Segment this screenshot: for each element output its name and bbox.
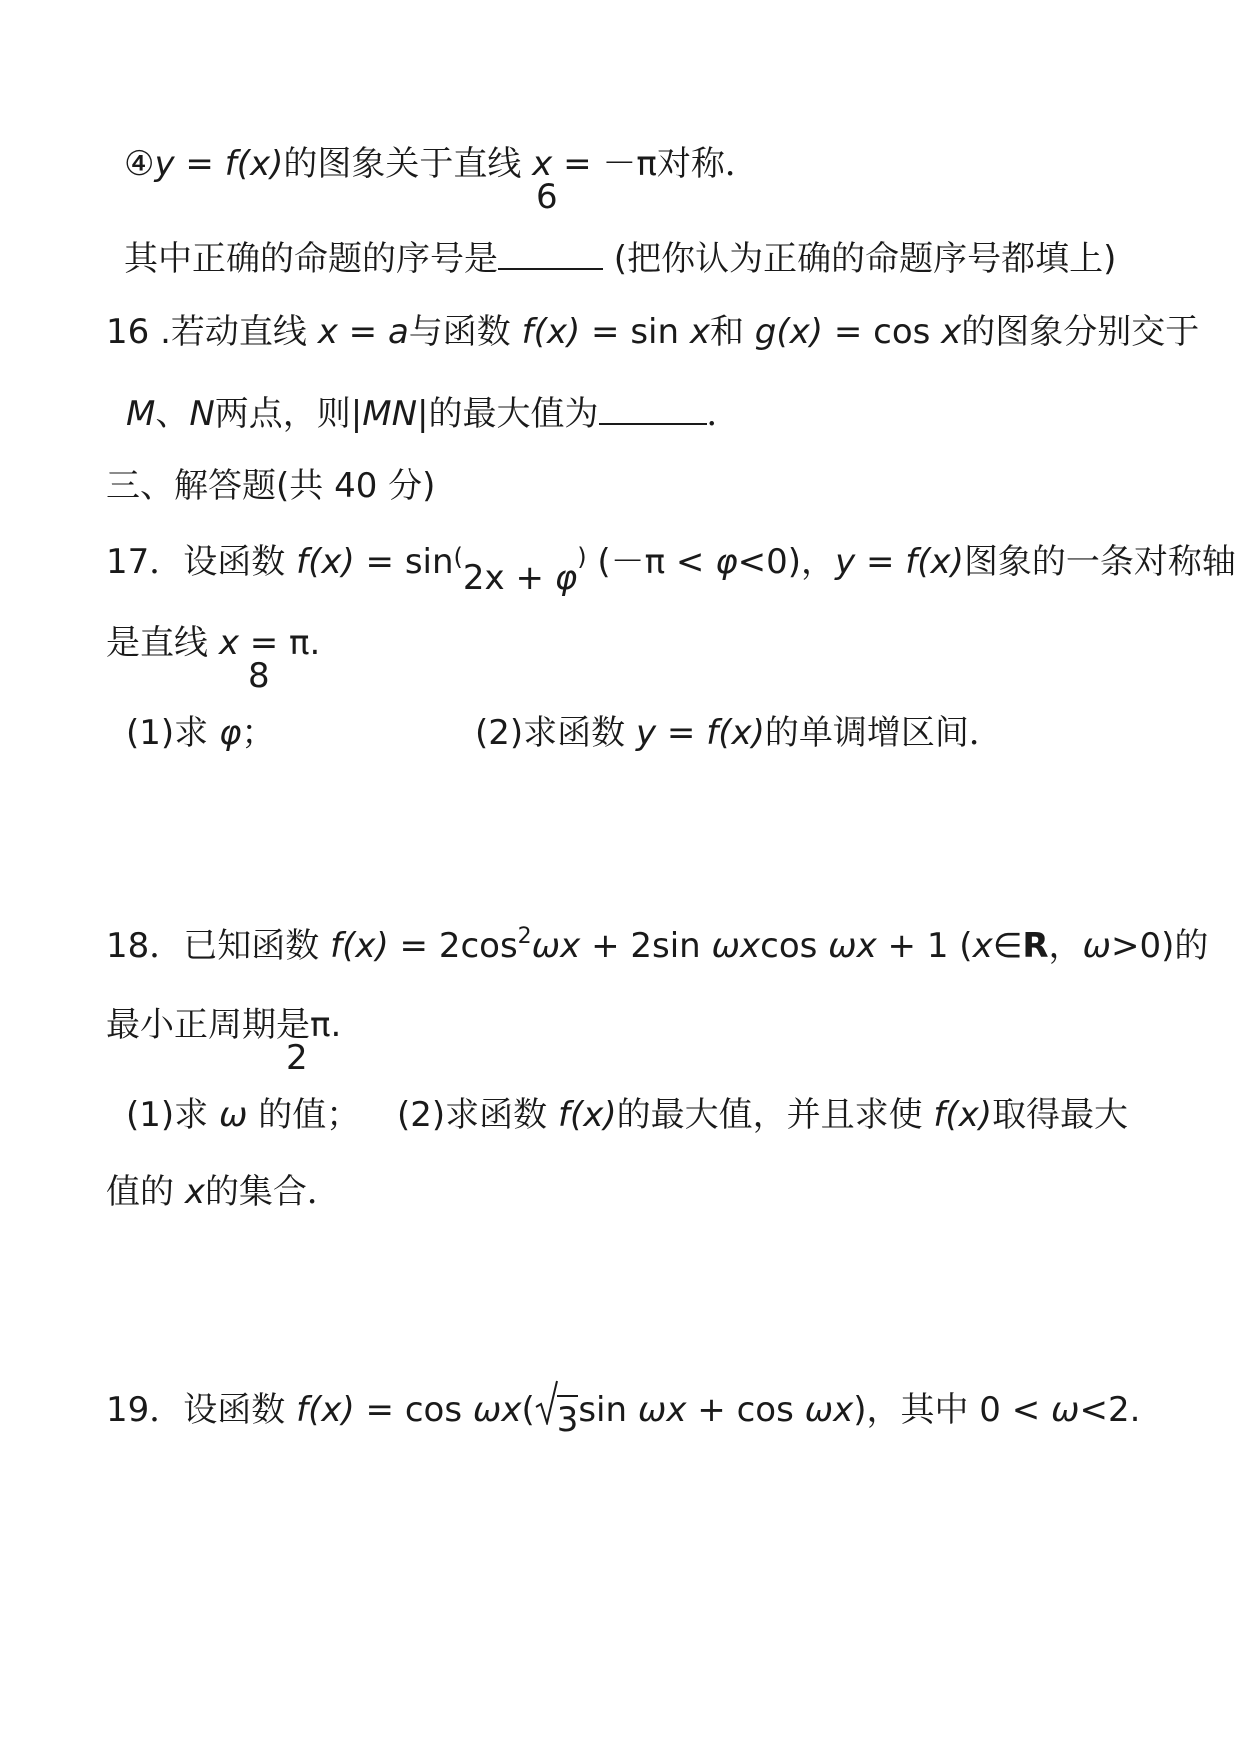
q18-sub2 bbox=[397, 1095, 1129, 1135]
q17-line-1 bbox=[106, 542, 1236, 598]
answer-blank bbox=[498, 238, 603, 270]
var-M: M bbox=[126, 394, 156, 434]
cos-expr: cos bbox=[760, 926, 829, 966]
radicand: 3 bbox=[557, 1395, 579, 1437]
var-x: x bbox=[972, 926, 993, 966]
pi-numerator: π bbox=[310, 1005, 331, 1045]
var-omega-x: ωx bbox=[637, 1390, 687, 1430]
condition: (－π < bbox=[586, 542, 716, 582]
q17-line-2 bbox=[106, 623, 321, 663]
var-omega-x: ωx bbox=[472, 1390, 522, 1430]
section-title: 三、解答题(共 40 分) bbox=[106, 466, 436, 506]
q18-line-3 bbox=[106, 1172, 341, 1212]
var-f: f bbox=[296, 542, 309, 582]
comma: ， bbox=[1048, 926, 1083, 966]
sin-expr: = sin bbox=[580, 312, 690, 352]
condition: >0)的 bbox=[1110, 926, 1209, 966]
var-f: f bbox=[706, 713, 719, 753]
pi-numerator: π bbox=[636, 144, 657, 184]
var-phi: φ bbox=[218, 713, 242, 753]
var-omega-x: ωx bbox=[711, 926, 761, 966]
minus-sign: － bbox=[602, 144, 637, 184]
q17-sub1 bbox=[126, 713, 276, 753]
var-x: x bbox=[532, 144, 553, 184]
fraction-denominator: 2 bbox=[286, 1038, 308, 1078]
var-phi: φ bbox=[554, 558, 578, 598]
sub-question: 的单调增区间． bbox=[764, 713, 1003, 753]
q19-text: ．设函数 bbox=[149, 1390, 297, 1430]
sub-question: (1)求 bbox=[126, 1095, 219, 1135]
sub-question: ； bbox=[241, 713, 276, 753]
var-g: g bbox=[754, 312, 777, 352]
var-x-paren: (x) bbox=[718, 713, 765, 753]
q17-text: 图象的一条对称轴 bbox=[963, 542, 1236, 582]
q16-text: 与函数 bbox=[408, 312, 522, 352]
sub-question: (2)求函数 bbox=[397, 1095, 558, 1135]
condition: <2. bbox=[1079, 1390, 1141, 1430]
var-f: f bbox=[933, 1095, 946, 1135]
question-number: 19 bbox=[106, 1390, 150, 1430]
answer-blank bbox=[599, 393, 707, 425]
q17-text: 是直线 bbox=[106, 623, 219, 663]
q18-line-1 bbox=[106, 924, 1209, 966]
element-of: ∈ bbox=[992, 926, 1023, 966]
var-x-paren: (x) bbox=[308, 1390, 355, 1430]
sub-question: (1)求 bbox=[126, 713, 219, 753]
var-x-paren: (x) bbox=[308, 542, 355, 582]
condition: )，其中 0 < bbox=[853, 1390, 1051, 1430]
equals: = bbox=[174, 144, 225, 184]
equals: = bbox=[656, 713, 707, 753]
q18-line-2 bbox=[106, 1005, 342, 1045]
question-number: 18 bbox=[106, 926, 150, 966]
period: ． bbox=[706, 394, 741, 434]
var-x-paren: (x) bbox=[569, 1095, 617, 1135]
cos-expr: = cos bbox=[823, 312, 942, 352]
superscript-2: 2 bbox=[517, 924, 532, 949]
var-omega-x: ωx bbox=[531, 926, 581, 966]
period: . bbox=[330, 1005, 342, 1045]
q17-text: ．设函数 bbox=[149, 542, 297, 582]
var-x: x bbox=[941, 312, 962, 352]
equals: = bbox=[552, 144, 603, 184]
pi-numerator: π bbox=[289, 623, 310, 663]
var-f: f bbox=[330, 926, 343, 966]
q18-text: 最小正周期是 bbox=[106, 1005, 310, 1045]
var-f: f bbox=[296, 1390, 309, 1430]
constant: + 1 ( bbox=[876, 926, 973, 966]
var-y: y bbox=[635, 713, 657, 753]
q17-sub2 bbox=[475, 713, 1003, 753]
q16-text: 的图象分别交于 bbox=[961, 312, 1200, 352]
var-omega: ω bbox=[1051, 1390, 1080, 1430]
separator: 、 bbox=[155, 394, 190, 434]
item-4-text-end: 对称． bbox=[656, 144, 759, 184]
sin-expr: sin bbox=[578, 1390, 638, 1430]
q16-text: |的最大值为 bbox=[417, 394, 599, 434]
var-x: x bbox=[317, 312, 338, 352]
var-x-paren: (x) bbox=[236, 144, 284, 184]
sub-question: 的最大值，并且求使 bbox=[616, 1095, 934, 1135]
var-y: y bbox=[154, 144, 175, 184]
q19-line-1 bbox=[106, 1385, 1141, 1440]
period: . bbox=[309, 623, 321, 663]
equals: = bbox=[337, 312, 388, 352]
q16-text: 两点，则| bbox=[214, 394, 363, 434]
sin-argument: 2x + bbox=[462, 558, 555, 598]
var-x-paren: (x) bbox=[776, 312, 824, 352]
var-x: x bbox=[218, 623, 239, 663]
q16-line-2 bbox=[126, 393, 741, 434]
q16-text: .若动直线 bbox=[149, 312, 318, 352]
q16-text: 和 bbox=[709, 312, 755, 352]
var-f: f bbox=[557, 1095, 570, 1135]
q16-line-1 bbox=[106, 312, 1200, 352]
var-MN: MN bbox=[362, 394, 418, 434]
sub-question: (2)求函数 bbox=[475, 713, 636, 753]
var-f: f bbox=[905, 542, 918, 582]
var-y: y bbox=[835, 542, 856, 582]
paren-right: ) bbox=[577, 543, 587, 571]
sin-expr: + 2sin bbox=[580, 926, 712, 966]
var-omega: ω bbox=[1082, 926, 1111, 966]
answer-hint: (把你认为正确的命题序号都填上) bbox=[603, 239, 1117, 279]
var-x: x bbox=[184, 1172, 205, 1212]
paren-left: ( bbox=[521, 1390, 535, 1430]
var-phi: φ bbox=[715, 542, 738, 582]
answer-prompt: 其中正确的命题的序号是 bbox=[124, 239, 498, 279]
item-4-text: 的图象关于直线 bbox=[283, 144, 533, 184]
question-number: 17 bbox=[106, 542, 150, 582]
fraction-denominator: 8 bbox=[248, 656, 270, 696]
condition: <0)， bbox=[737, 542, 836, 582]
item-4-line bbox=[124, 144, 759, 184]
reals-R: R bbox=[1022, 926, 1049, 966]
q18-text: 的集合． bbox=[204, 1172, 341, 1212]
var-omega-x: ωx bbox=[828, 926, 877, 966]
var-a: a bbox=[387, 312, 409, 352]
q18-sub1 bbox=[126, 1095, 361, 1135]
question-number: 16 bbox=[106, 312, 150, 352]
cos-expr: = 2cos bbox=[388, 926, 518, 966]
var-omega: ω bbox=[218, 1095, 248, 1135]
sqrt-icon bbox=[535, 1379, 559, 1425]
fraction-denominator: 6 bbox=[536, 177, 558, 217]
sub-question: 的值； bbox=[247, 1095, 361, 1135]
q15-answer-line bbox=[124, 238, 1117, 279]
var-x: x bbox=[689, 312, 710, 352]
q18-text: ．已知函数 bbox=[149, 926, 331, 966]
equals: = bbox=[855, 542, 906, 582]
var-f: f bbox=[224, 144, 237, 184]
circled-4: ④ bbox=[124, 144, 155, 184]
cos-expr: + cos bbox=[686, 1390, 805, 1430]
sub-question: 取得最大 bbox=[992, 1095, 1129, 1135]
var-x-paren: (x) bbox=[917, 542, 964, 582]
var-N: N bbox=[189, 394, 215, 434]
equals: = bbox=[238, 623, 290, 663]
paren-left: ( bbox=[453, 543, 463, 571]
var-f: f bbox=[521, 312, 534, 352]
q18-text: 值的 bbox=[106, 1172, 185, 1212]
var-omega-x: ωx bbox=[804, 1390, 854, 1430]
sin-expr: = sin bbox=[354, 542, 454, 582]
var-x-paren: (x) bbox=[533, 312, 581, 352]
cos-expr: = cos bbox=[354, 1390, 473, 1430]
sqrt-expression bbox=[535, 1385, 579, 1440]
var-x-paren: (x) bbox=[342, 926, 389, 966]
var-x-paren: (x) bbox=[945, 1095, 993, 1135]
